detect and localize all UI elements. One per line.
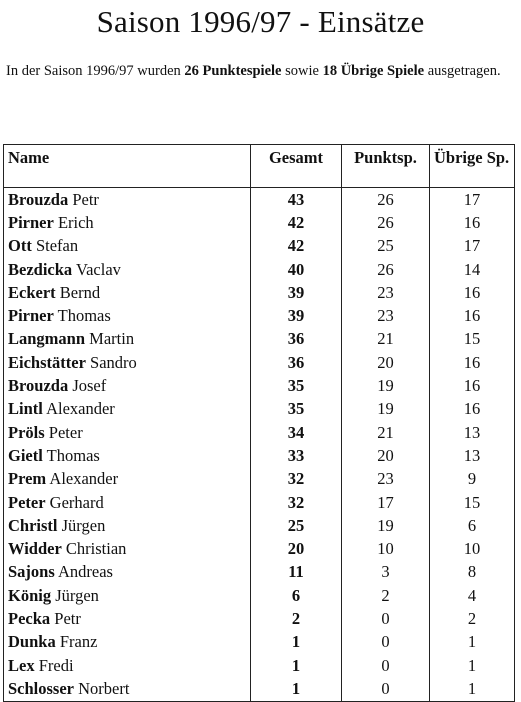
punktsp-cell: 23 — [342, 281, 430, 304]
player-name-cell — [4, 328, 251, 351]
gesamt-cell: 35 — [251, 374, 342, 397]
player-name-cell — [4, 654, 251, 677]
intro-text-2: sowie — [281, 63, 323, 79]
punktsp-cell: 0 — [342, 654, 430, 677]
gesamt-cell: 2 — [251, 607, 342, 630]
uebrige-cell: 1 — [430, 654, 515, 677]
player-first-name: Sandro — [90, 352, 137, 372]
player-first-name: Norbert — [78, 678, 130, 698]
uebrige-cell: 4 — [430, 584, 515, 607]
page-title: Saison 1996/97 - Einsätze — [96, 4, 425, 39]
player-first-name: Jürgen — [55, 585, 99, 605]
player-last-name: Prem — [8, 469, 47, 489]
uebrige-cell: 9 — [430, 468, 515, 491]
table-row — [4, 654, 515, 677]
player-last-name: Bezdicka — [8, 259, 73, 279]
player-first-name: Vaclav — [76, 259, 121, 279]
player-name-cell — [4, 561, 251, 584]
player-name-cell — [4, 304, 251, 327]
player-name-cell — [4, 584, 251, 607]
table-row — [4, 398, 515, 421]
table-row — [4, 328, 515, 351]
punktsp-cell: 20 — [342, 351, 430, 374]
player-last-name: Gietl — [8, 445, 43, 465]
uebrige-cell: 16 — [430, 211, 515, 234]
table-row — [4, 211, 515, 234]
uebrige-cell: 17 — [430, 235, 515, 258]
uebrige-cell: 16 — [430, 374, 515, 397]
player-name-cell — [4, 537, 251, 560]
uebrige-spiele-count: 18 Übrige Spiele — [322, 63, 425, 79]
player-last-name: Pirner — [8, 212, 54, 232]
gesamt-cell: 35 — [251, 398, 342, 421]
player-last-name: Widder — [8, 539, 62, 559]
gesamt-cell: 1 — [251, 654, 342, 677]
uebrige-cell: 15 — [430, 328, 515, 351]
gesamt-cell: 40 — [251, 258, 342, 281]
table-body — [4, 188, 515, 702]
player-last-name: Pirner — [8, 306, 54, 326]
punktsp-cell: 26 — [342, 211, 430, 234]
uebrige-cell: 13 — [430, 444, 515, 467]
gesamt-cell: 1 — [251, 631, 342, 654]
player-name-cell — [4, 631, 251, 654]
player-name-cell — [4, 351, 251, 374]
player-name-cell — [4, 444, 251, 467]
player-first-name: Andreas — [58, 562, 113, 582]
player-first-name: Petr — [72, 189, 99, 209]
player-first-name: Jürgen — [61, 515, 106, 535]
punktsp-cell: 26 — [342, 188, 430, 212]
player-name-cell — [4, 468, 251, 491]
gesamt-cell: 25 — [251, 514, 342, 537]
uebrige-cell: 16 — [430, 351, 515, 374]
punktespiele-count: 26 Punktespiele — [184, 63, 282, 79]
gesamt-cell: 39 — [251, 281, 342, 304]
uebrige-cell: 2 — [430, 607, 515, 630]
player-name-cell — [4, 514, 251, 537]
player-last-name: Schlosser — [8, 678, 74, 698]
uebrige-cell: 1 — [430, 631, 515, 654]
player-first-name: Petr — [54, 608, 81, 628]
table-row — [4, 584, 515, 607]
player-first-name: Bernd — [59, 282, 101, 302]
intro-paragraph — [6, 62, 516, 80]
gesamt-cell: 32 — [251, 491, 342, 514]
punktsp-cell: 23 — [342, 304, 430, 327]
player-last-name: Ott — [8, 236, 32, 256]
gesamt-cell: 34 — [251, 421, 342, 444]
table-row — [4, 444, 515, 467]
punktsp-cell: 19 — [342, 374, 430, 397]
uebrige-cell: 16 — [430, 304, 515, 327]
table-row — [4, 258, 515, 281]
player-name-cell — [4, 211, 251, 234]
gesamt-cell: 1 — [251, 677, 342, 701]
punktsp-cell: 0 — [342, 607, 430, 630]
gesamt-cell: 11 — [251, 561, 342, 584]
table-row — [4, 537, 515, 560]
punktsp-cell: 19 — [342, 398, 430, 421]
player-first-name: Thomas — [46, 445, 100, 465]
player-first-name: Martin — [89, 329, 135, 349]
punktsp-cell: 21 — [342, 328, 430, 351]
player-first-name: Alexander — [46, 399, 115, 419]
gesamt-cell: 42 — [251, 235, 342, 258]
player-name-cell — [4, 607, 251, 630]
gesamt-cell: 43 — [251, 188, 342, 212]
player-first-name: Alexander — [49, 469, 119, 489]
player-first-name: Stefan — [35, 236, 79, 256]
table-row — [4, 374, 515, 397]
header-punktsp: Punktsp. — [342, 145, 430, 188]
table-row — [4, 677, 515, 701]
punktsp-cell: 10 — [342, 537, 430, 560]
uebrige-cell: 6 — [430, 514, 515, 537]
player-last-name: Dunka — [8, 632, 56, 652]
player-first-name: Christian — [65, 539, 127, 559]
uebrige-cell: 8 — [430, 561, 515, 584]
player-name-cell — [4, 421, 251, 444]
gesamt-cell: 6 — [251, 584, 342, 607]
table-row — [4, 421, 515, 444]
player-first-name: Franz — [59, 632, 98, 652]
uebrige-cell: 13 — [430, 421, 515, 444]
player-name-cell — [4, 398, 251, 421]
player-last-name: Lintl — [8, 399, 43, 419]
player-name-cell — [4, 281, 251, 304]
punktsp-cell: 25 — [342, 235, 430, 258]
player-name-cell — [4, 374, 251, 397]
punktsp-cell: 17 — [342, 491, 430, 514]
player-last-name: Langmann — [8, 329, 86, 349]
player-name-cell — [4, 235, 251, 258]
header-gesamt: Gesamt — [251, 145, 342, 188]
player-first-name: Fredi — [38, 655, 74, 675]
player-last-name: Brouzda — [8, 189, 69, 209]
player-last-name: Pecka — [8, 608, 51, 628]
gesamt-cell: 36 — [251, 351, 342, 374]
player-name-cell — [4, 677, 251, 701]
player-name-cell — [4, 258, 251, 281]
punktsp-cell: 23 — [342, 468, 430, 491]
player-last-name: Lex — [8, 655, 35, 675]
table-row — [4, 607, 515, 630]
intro-text-1: In der Saison 1996/97 wurden — [6, 63, 185, 79]
table-row — [4, 281, 515, 304]
gesamt-cell: 32 — [251, 468, 342, 491]
uebrige-cell: 17 — [430, 188, 515, 212]
player-first-name: Peter — [48, 422, 83, 442]
uebrige-cell: 15 — [430, 491, 515, 514]
gesamt-cell: 20 — [251, 537, 342, 560]
player-last-name: Brouzda — [8, 376, 69, 396]
uebrige-cell: 1 — [430, 677, 515, 701]
punktsp-cell: 20 — [342, 444, 430, 467]
header-uebrige: Übrige Sp. — [430, 145, 515, 188]
player-first-name: Erich — [57, 212, 94, 232]
player-first-name: Josef — [72, 376, 107, 396]
table-row — [4, 561, 515, 584]
player-first-name: Thomas — [57, 306, 111, 326]
table-row — [4, 631, 515, 654]
player-last-name: Eichstätter — [8, 352, 86, 372]
player-last-name: Eckert — [8, 282, 56, 302]
punktsp-cell: 2 — [342, 584, 430, 607]
player-last-name: Peter — [8, 492, 46, 512]
table-header-row — [4, 145, 515, 188]
table-row — [4, 235, 515, 258]
gesamt-cell: 42 — [251, 211, 342, 234]
player-name-cell — [4, 491, 251, 514]
header-name: Name — [4, 145, 251, 188]
table-row — [4, 188, 515, 212]
player-first-name: Gerhard — [49, 492, 104, 512]
einsaetze-table — [3, 144, 515, 702]
table-row — [4, 491, 515, 514]
punktsp-cell: 19 — [342, 514, 430, 537]
uebrige-cell: 14 — [430, 258, 515, 281]
table-row — [4, 304, 515, 327]
punktsp-cell: 0 — [342, 631, 430, 654]
player-last-name: König — [8, 585, 52, 605]
player-last-name: Pröls — [8, 422, 45, 442]
gesamt-cell: 39 — [251, 304, 342, 327]
punktsp-cell: 3 — [342, 561, 430, 584]
player-name-cell — [4, 188, 251, 212]
gesamt-cell: 36 — [251, 328, 342, 351]
intro-text-3: ausgetragen. — [424, 63, 501, 79]
punktsp-cell: 21 — [342, 421, 430, 444]
uebrige-cell: 10 — [430, 537, 515, 560]
player-last-name: Sajons — [8, 562, 55, 582]
gesamt-cell: 33 — [251, 444, 342, 467]
table-row — [4, 468, 515, 491]
table-row — [4, 351, 515, 374]
uebrige-cell: 16 — [430, 398, 515, 421]
punktsp-cell: 26 — [342, 258, 430, 281]
punktsp-cell: 0 — [342, 677, 430, 701]
uebrige-cell: 16 — [430, 281, 515, 304]
table-row — [4, 514, 515, 537]
player-last-name: Christl — [8, 515, 58, 535]
